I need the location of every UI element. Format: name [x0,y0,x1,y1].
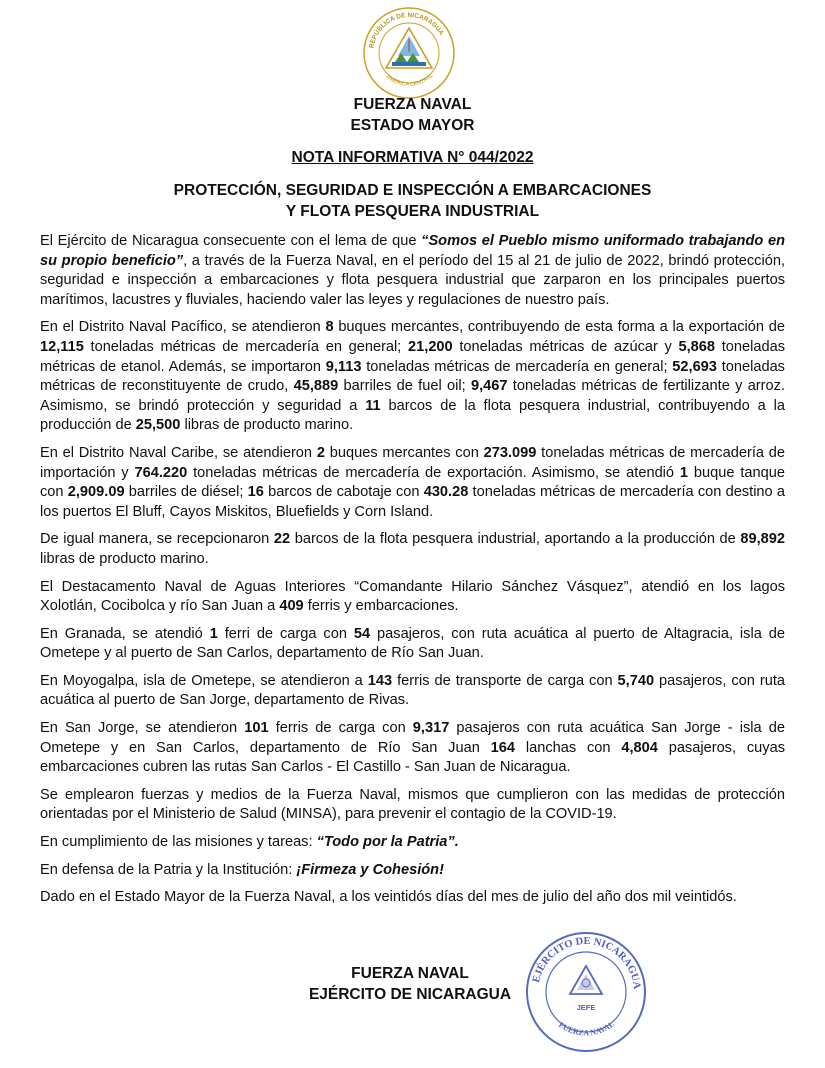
nicaragua-coat-of-arms-seal [362,6,456,100]
paragraph-caribbean: En el Distrito Naval Caribe, se atendieron 2 buques mercantes con 273.099 toneladas métricas de mercadería de importación y 764.220 toneladas métricas de mercadería de exportación. Asimismo, se atendió 1 buque tanque con 2,909.09 barriles de diésel; 16 barcos de cabotaje con 430.28 toneladas métricas de mercadería con destino a los puertos El Bluff, Cayos Miskitos, Bluefields y Corn Island. [40,444,786,520]
note-number: NOTA INFORMATIVA N° 044/2022 [291,149,534,166]
stamp-center-text: JEFE [576,1003,596,1012]
signature-block [260,963,560,1005]
document-body [40,232,785,916]
motto-firmeza-cohesion: ¡Firmeza y Cohesión! [296,861,444,878]
stamp-ring-text: EJÉRCITO DE NICARAGUA [530,935,643,990]
motto-text: “Somos el Pueblo mismo uniformado trabajando en su propio beneficio” [40,233,785,269]
title-line-1: PROTECCIÓN, SEGURIDAD E INSPECCIÓN A EMBARCACIONES [173,182,652,199]
seal-ring-text: REPÚBLICA DE NICARAGUA [368,11,445,49]
document-title [0,180,825,222]
paragraph-closing: Dado en el Estado Mayor de la Fuerza Naval, a los veintidós días del mes de julio del año dos mil veintidós. [40,889,737,906]
signature-line-1: FUERZA NAVAL [351,965,469,982]
paragraph-intro: El Ejército de Nicaragua consecuente con el lema de que “Somos el Pueblo mismo uniformado trabajando en su propio beneficio”, a través de la Fuerza Naval, en el período del 15 al 21 de julio de 2022, brindó protección, seguridad e inspección a embarcaciones y flota pesquera industrial que zarparon en los principales puertos marítimos, lacustres y fluviales, haciendo valer las leyes y regulaciones de nuestro país. [40,233,786,308]
paragraph-covid-measures: Se emplearon fuerzas y medios de la Fuerza Naval, mismos que cumplieron con las medidas de protección orientadas por el Ministerio de Salud (MINSA), para prevenir el contagio de la COVID-19. [40,786,785,823]
stamp-emblem-icon [570,966,602,994]
paragraph-defense-motto: En defensa de la Patria y la Institución: ¡Firmeza y Cohesión! [40,861,444,878]
signature-line-2: EJÉRCITO DE NICARAGUA [308,986,512,1003]
paragraph-san-jorge: En San Jorge, se atendieron 101 ferris de carga con 9,317 pasajeros con ruta acuática San Jorge - isla de Ometepe y en San Carlos, departamento de Río San Juan 164 lanchas con 4,804 pasajeros, cuyas embarcaciones cubren las rutas San Carlos - El Castillo - San Juan de Nicaragua. [40,720,785,776]
svg-text:AMÉRICA CENTRAL [385,73,435,88]
paragraph-interior-waters: El Destacamento Naval de Aguas Interiores “Comandante Hilario Sánchez Vásquez”, atendió en los lagos Xolotlán, Cocibolca y río San Juan a 409 ferris y embarcaciones. [40,578,785,615]
paragraph-moyogalpa: En Moyogalpa, isla de Ometepe, se atendieron a 143 ferris de transporte de carga con 5,740 pasajeros, con ruta acuática al puerto de San Jorge, departamento de Rivas. [40,672,785,709]
org-line-2: ESTADO MAYOR [350,117,475,134]
paragraph-pacific: En el Distrito Naval Pacífico, se atendieron 8 buques mercantes, contribuyendo de esta forma a la exportación de 12,115 toneladas métricas de mercadería en general; 21,200 toneladas métricas de azúcar y 5,868 toneladas métricas de etanol. Además, se importaron 9,113 toneladas métricas de mercadería en general; 52,693 toneladas métricas de reconstituyente de crudo, 45,889 barriles de fuel oil; 9,467 toneladas métricas de fertilizante y arroz. Asimismo, se brindó protección y seguridad a 11 barcos de la flota pesquera industrial, contribuyendo a la producción de 25,500 libras de producto marino. [40,319,785,434]
paragraph-mission-motto: En cumplimiento de las misiones y tareas: “Todo por la Patria”. [40,834,459,851]
title-line-2: Y FLOTA PESQUERA INDUSTRIAL [285,203,540,220]
stamp-bottom-text: FUERZA NAVAL [557,1019,617,1038]
paragraph-fishing-fleet: De igual manera, se recepcionaron 22 barcos de la flota pesquera industrial, aportando a la producción de 89,892 libras de producto marino. [40,531,785,567]
seal-bottom-text: AMÉRICA CENTRAL [384,72,435,88]
motto-todo-por-la-patria: “Todo por la Patria”. [316,834,459,851]
svg-text:FUERZA NAVAL [557,1019,616,1037]
org-line-1: FUERZA NAVAL [353,96,472,113]
paragraph-granada: En Granada, se atendió 1 ferri de carga con 54 pasajeros, con ruta acuática al puerto de Altagracia, isla de Ometepe y al puerto de San Carlos, departamento de Río San Juan. [40,625,785,662]
header-organization [0,94,825,136]
